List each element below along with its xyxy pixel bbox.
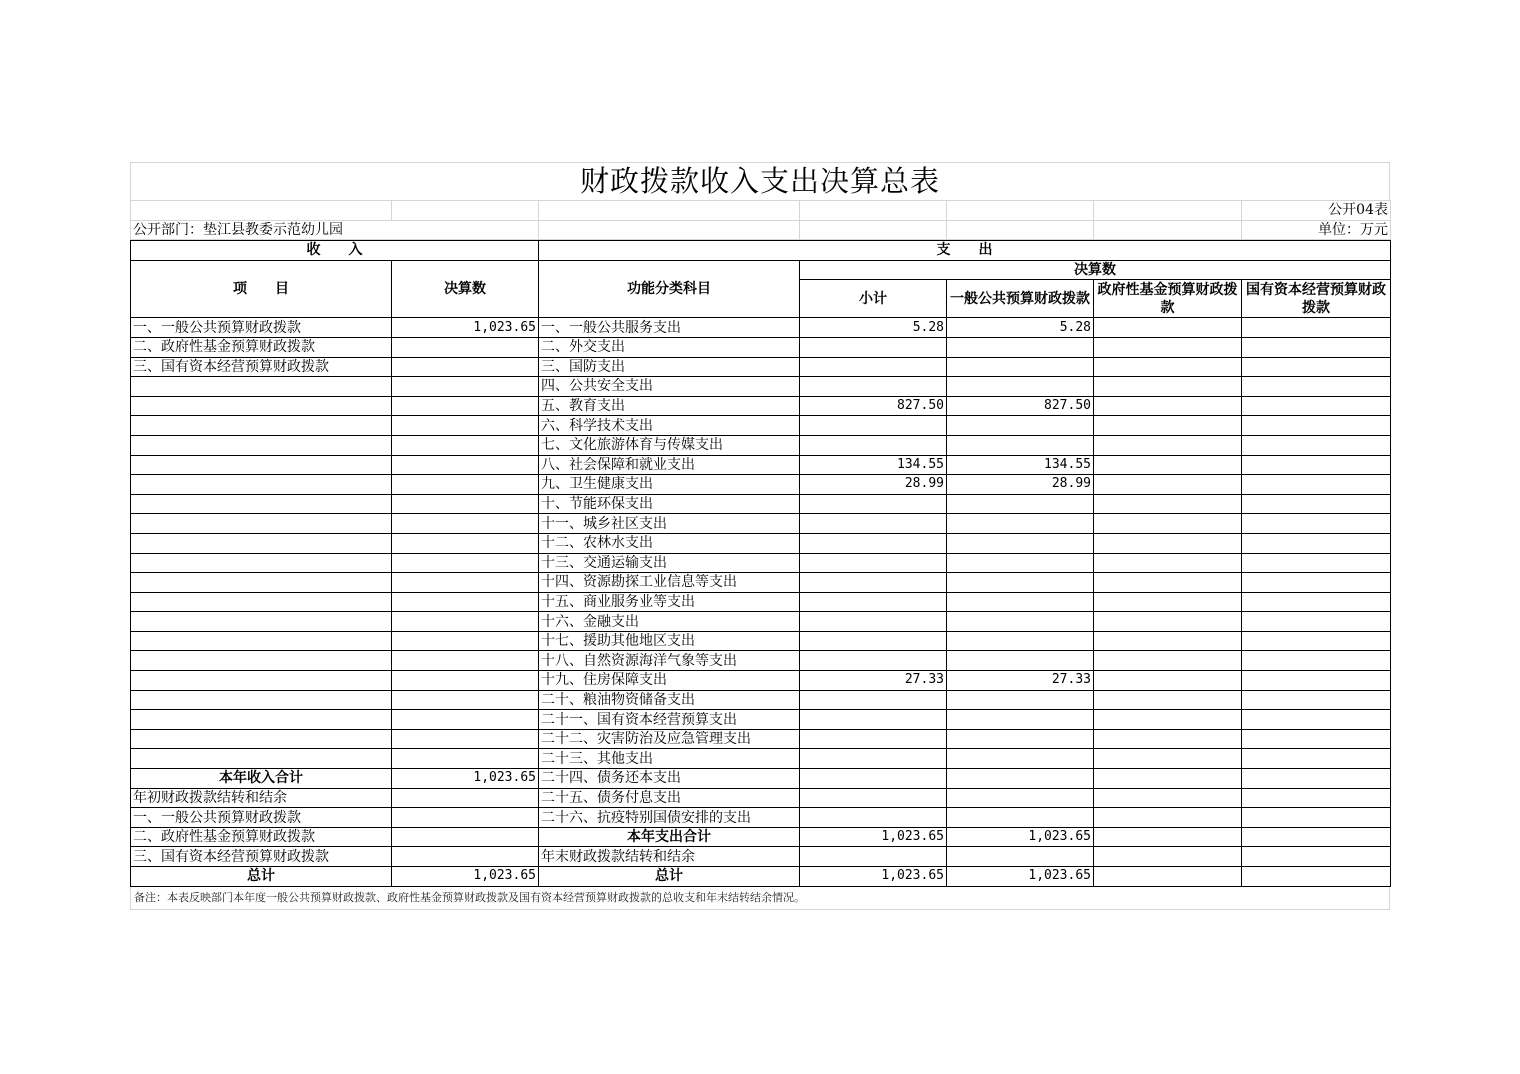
table-row — [131, 769, 1391, 789]
table-row — [131, 553, 1391, 573]
general-budget-cell — [947, 729, 1094, 749]
expense-item-cell: 十、节能环保支出 — [539, 494, 800, 514]
table-row — [131, 573, 1391, 593]
state-capital-cell — [1242, 396, 1391, 416]
subtotal-cell: 134.55 — [800, 455, 947, 475]
table-row — [131, 514, 1391, 534]
final-amount-header: 决算数 — [800, 260, 1391, 280]
gov-fund-cell — [1094, 318, 1242, 338]
gov-fund-cell — [1094, 749, 1242, 769]
expense-item-cell: 二十三、其他支出 — [539, 749, 800, 769]
general-budget-cell — [947, 710, 1094, 730]
table-row — [131, 475, 1391, 495]
income-item-cell — [131, 749, 392, 769]
gov-fund-cell — [1094, 710, 1242, 730]
general-budget-cell: 1,023.65 — [947, 827, 1094, 847]
income-item-cell — [131, 514, 392, 534]
general-budget-cell — [947, 416, 1094, 436]
state-capital-cell — [1242, 808, 1391, 828]
general-budget-cell — [947, 573, 1094, 593]
income-item-cell — [131, 612, 392, 632]
income-amount-cell: 1,023.65 — [392, 769, 539, 789]
income-amount-cell — [392, 475, 539, 495]
gov-fund-cell — [1094, 651, 1242, 671]
state-capital-cell — [1242, 455, 1391, 475]
general-budget-cell — [947, 533, 1094, 553]
income-amount-cell — [392, 357, 539, 377]
expense-item-cell: 三、国防支出 — [539, 357, 800, 377]
income-amount-cell — [392, 749, 539, 769]
gov-fund-header: 政府性基金预算财政拨款 — [1094, 280, 1242, 318]
unit-label: 单位：万元 — [1242, 220, 1391, 240]
income-item-cell — [131, 671, 392, 691]
gov-fund-cell — [1094, 553, 1242, 573]
expense-item-cell: 一、一般公共服务支出 — [539, 318, 800, 338]
department-label: 公开部门：垫江县教委示范幼儿园 — [131, 220, 539, 240]
expense-item-cell: 十二、农林水支出 — [539, 533, 800, 553]
expense-item-cell: 八、社会保障和就业支出 — [539, 455, 800, 475]
income-amount-cell: 1,023.65 — [392, 318, 539, 338]
income-amount-cell — [392, 494, 539, 514]
table-row — [131, 318, 1391, 338]
subtotal-cell — [800, 494, 947, 514]
state-capital-cell — [1242, 690, 1391, 710]
income-item-cell — [131, 494, 392, 514]
income-item-cell — [131, 416, 392, 436]
general-budget-cell — [947, 612, 1094, 632]
state-capital-cell — [1242, 318, 1391, 338]
general-budget-cell — [947, 435, 1094, 455]
income-item-cell: 三、国有资本经营预算财政拨款 — [131, 357, 392, 377]
expense-item-cell: 二十二、灾害防治及应急管理支出 — [539, 729, 800, 749]
income-amount-cell — [392, 808, 539, 828]
gov-fund-cell — [1094, 690, 1242, 710]
expense-item-cell: 二十四、债务还本支出 — [539, 769, 800, 789]
state-capital-cell — [1242, 827, 1391, 847]
subtotal-cell: 827.50 — [800, 396, 947, 416]
expense-item-cell: 十六、金融支出 — [539, 612, 800, 632]
subtotal-cell — [800, 533, 947, 553]
table-row — [131, 416, 1391, 436]
table-row — [131, 612, 1391, 632]
state-capital-cell — [1242, 435, 1391, 455]
table-row — [131, 396, 1391, 416]
general-budget-cell — [947, 651, 1094, 671]
spreadsheet — [130, 162, 1390, 910]
expense-item-cell: 十七、援助其他地区支出 — [539, 631, 800, 651]
income-amount-cell — [392, 592, 539, 612]
state-capital-cell — [1242, 533, 1391, 553]
footnote: 备注：本表反映部门本年度一般公共预算财政拨款、政府性基金预算财政拨款及国有资本经营预算财政拨款的总收支和年末结转结余情况。 — [130, 887, 1390, 910]
gov-fund-cell — [1094, 631, 1242, 651]
state-capital-cell — [1242, 651, 1391, 671]
table-row — [131, 533, 1391, 553]
report-title: 财政拨款收入支出决算总表 — [130, 162, 1390, 200]
state-capital-cell — [1242, 847, 1391, 867]
subtotal-cell — [800, 710, 947, 730]
gov-fund-cell — [1094, 475, 1242, 495]
table-row — [131, 788, 1391, 808]
gov-fund-cell — [1094, 808, 1242, 828]
income-item-cell — [131, 533, 392, 553]
income-amount-cell — [392, 671, 539, 691]
income-amount-cell — [392, 788, 539, 808]
meta-rows — [130, 200, 1391, 240]
budget-table — [130, 240, 1391, 886]
expense-item-cell: 十一、城乡社区支出 — [539, 514, 800, 534]
income-amount-cell — [392, 337, 539, 357]
general-budget-cell — [947, 690, 1094, 710]
income-amount-cell — [392, 377, 539, 397]
gov-fund-cell — [1094, 435, 1242, 455]
table-row — [131, 867, 1391, 887]
state-capital-cell — [1242, 729, 1391, 749]
amount-header: 决算数 — [392, 260, 539, 318]
income-item-cell — [131, 651, 392, 671]
table-row — [131, 435, 1391, 455]
general-budget-cell — [947, 357, 1094, 377]
expense-item-cell: 十五、商业服务业等支出 — [539, 592, 800, 612]
subtotal-cell — [800, 573, 947, 593]
general-budget-cell — [947, 494, 1094, 514]
state-capital-cell — [1242, 377, 1391, 397]
table-row — [131, 337, 1391, 357]
table-row — [131, 710, 1391, 730]
table-row — [131, 729, 1391, 749]
income-amount-cell: 1,023.65 — [392, 867, 539, 887]
state-capital-cell — [1242, 514, 1391, 534]
income-amount-cell — [392, 729, 539, 749]
income-item-cell — [131, 631, 392, 651]
income-item-cell: 二、政府性基金预算财政拨款 — [131, 337, 392, 357]
income-amount-cell — [392, 514, 539, 534]
general-budget-cell: 28.99 — [947, 475, 1094, 495]
gov-fund-cell — [1094, 729, 1242, 749]
income-amount-cell — [392, 396, 539, 416]
subtotal-cell — [800, 377, 947, 397]
expense-header: 支 出 — [539, 241, 1391, 261]
income-item-cell — [131, 729, 392, 749]
subtotal-cell — [800, 808, 947, 828]
subtotal-cell: 1,023.65 — [800, 867, 947, 887]
income-item-cell — [131, 553, 392, 573]
table-row — [131, 651, 1391, 671]
expense-item-cell: 总计 — [539, 867, 800, 887]
subtotal-cell: 27.33 — [800, 671, 947, 691]
form-code: 公开04表 — [1242, 201, 1391, 221]
table-row — [131, 749, 1391, 769]
general-budget-cell — [947, 377, 1094, 397]
general-budget-cell: 134.55 — [947, 455, 1094, 475]
table-row — [131, 357, 1391, 377]
income-item-cell — [131, 377, 392, 397]
general-budget-cell — [947, 769, 1094, 789]
expense-item-cell: 六、科学技术支出 — [539, 416, 800, 436]
income-amount-cell — [392, 631, 539, 651]
table-row — [131, 847, 1391, 867]
function-class-header: 功能分类科目 — [539, 260, 800, 318]
state-capital-cell — [1242, 416, 1391, 436]
income-item-cell: 本年收入合计 — [131, 769, 392, 789]
income-item-cell: 一、一般公共预算财政拨款 — [131, 808, 392, 828]
income-amount-cell — [392, 416, 539, 436]
state-capital-cell — [1242, 337, 1391, 357]
gov-fund-cell — [1094, 396, 1242, 416]
table-row — [131, 631, 1391, 651]
subtotal-cell — [800, 651, 947, 671]
expense-item-cell: 二、外交支出 — [539, 337, 800, 357]
gov-fund-cell — [1094, 827, 1242, 847]
table-row — [131, 808, 1391, 828]
expense-item-cell: 年末财政拨款结转和结余 — [539, 847, 800, 867]
income-item-cell — [131, 455, 392, 475]
gov-fund-cell — [1094, 612, 1242, 632]
state-capital-cell — [1242, 612, 1391, 632]
state-capital-cell — [1242, 475, 1391, 495]
expense-item-cell: 二十六、抗疫特别国债安排的支出 — [539, 808, 800, 828]
income-item-cell — [131, 592, 392, 612]
income-item-cell: 年初财政拨款结转和结余 — [131, 788, 392, 808]
income-item-cell — [131, 396, 392, 416]
subtotal-cell — [800, 357, 947, 377]
expense-item-cell: 二十一、国有资本经营预算支出 — [539, 710, 800, 730]
subtotal-cell: 1,023.65 — [800, 827, 947, 847]
state-capital-cell — [1242, 867, 1391, 887]
subtotal-header: 小计 — [800, 280, 947, 318]
income-amount-cell — [392, 553, 539, 573]
general-budget-cell — [947, 808, 1094, 828]
gov-fund-cell — [1094, 337, 1242, 357]
subtotal-cell — [800, 416, 947, 436]
table-row — [131, 671, 1391, 691]
state-capital-cell — [1242, 671, 1391, 691]
income-amount-cell — [392, 612, 539, 632]
state-capital-cell — [1242, 573, 1391, 593]
income-item-cell: 一、一般公共预算财政拨款 — [131, 318, 392, 338]
income-amount-cell — [392, 455, 539, 475]
state-capital-cell — [1242, 631, 1391, 651]
general-budget-cell — [947, 631, 1094, 651]
income-amount-cell — [392, 435, 539, 455]
item-header: 项 目 — [131, 260, 392, 318]
table-row — [131, 377, 1391, 397]
expense-item-cell: 九、卫生健康支出 — [539, 475, 800, 495]
subtotal-cell — [800, 553, 947, 573]
income-amount-cell — [392, 690, 539, 710]
gov-fund-cell — [1094, 377, 1242, 397]
general-budget-cell: 5.28 — [947, 318, 1094, 338]
subtotal-cell: 5.28 — [800, 318, 947, 338]
expense-item-cell: 十八、自然资源海洋气象等支出 — [539, 651, 800, 671]
income-item-cell — [131, 573, 392, 593]
general-budget-cell — [947, 553, 1094, 573]
general-budget-cell — [947, 749, 1094, 769]
gov-fund-cell — [1094, 592, 1242, 612]
state-capital-cell — [1242, 553, 1391, 573]
gov-fund-cell — [1094, 514, 1242, 534]
general-budget-cell — [947, 592, 1094, 612]
subtotal-cell: 28.99 — [800, 475, 947, 495]
income-amount-cell — [392, 847, 539, 867]
state-capital-cell — [1242, 494, 1391, 514]
general-budget-cell — [947, 847, 1094, 867]
subtotal-cell — [800, 631, 947, 651]
subtotal-cell — [800, 847, 947, 867]
table-row — [131, 592, 1391, 612]
general-budget-cell — [947, 514, 1094, 534]
subtotal-cell — [800, 592, 947, 612]
expense-item-cell: 本年支出合计 — [539, 827, 800, 847]
income-item-cell — [131, 475, 392, 495]
expense-item-cell: 十四、资源勘探工业信息等支出 — [539, 573, 800, 593]
table-body — [131, 318, 1391, 886]
state-capital-cell — [1242, 769, 1391, 789]
state-capital-header: 国有资本经营预算财政拨款 — [1242, 280, 1391, 318]
subtotal-cell — [800, 612, 947, 632]
expense-item-cell: 二十五、债务付息支出 — [539, 788, 800, 808]
income-amount-cell — [392, 651, 539, 671]
gov-fund-cell — [1094, 671, 1242, 691]
income-item-cell: 二、政府性基金预算财政拨款 — [131, 827, 392, 847]
income-amount-cell — [392, 573, 539, 593]
gov-fund-cell — [1094, 455, 1242, 475]
income-amount-cell — [392, 533, 539, 553]
general-budget-cell: 827.50 — [947, 396, 1094, 416]
table-row — [131, 494, 1391, 514]
general-budget-cell — [947, 337, 1094, 357]
state-capital-cell — [1242, 710, 1391, 730]
subtotal-cell — [800, 435, 947, 455]
gov-fund-cell — [1094, 533, 1242, 553]
expense-item-cell: 五、教育支出 — [539, 396, 800, 416]
gov-fund-cell — [1094, 494, 1242, 514]
general-budget-cell — [947, 788, 1094, 808]
subtotal-cell — [800, 514, 947, 534]
subtotal-cell — [800, 749, 947, 769]
income-item-cell — [131, 435, 392, 455]
gov-fund-cell — [1094, 769, 1242, 789]
expense-item-cell: 四、公共安全支出 — [539, 377, 800, 397]
gov-fund-cell — [1094, 788, 1242, 808]
income-item-cell — [131, 690, 392, 710]
expense-item-cell: 七、文化旅游体育与传媒支出 — [539, 435, 800, 455]
general-budget-header: 一般公共预算财政拨款 — [947, 280, 1094, 318]
general-budget-cell: 27.33 — [947, 671, 1094, 691]
income-item-cell — [131, 710, 392, 730]
subtotal-cell — [800, 769, 947, 789]
gov-fund-cell — [1094, 573, 1242, 593]
subtotal-cell — [800, 337, 947, 357]
state-capital-cell — [1242, 788, 1391, 808]
table-row — [131, 827, 1391, 847]
income-item-cell: 三、国有资本经营预算财政拨款 — [131, 847, 392, 867]
gov-fund-cell — [1094, 357, 1242, 377]
table-row — [131, 455, 1391, 475]
subtotal-cell — [800, 788, 947, 808]
income-item-cell: 总计 — [131, 867, 392, 887]
state-capital-cell — [1242, 592, 1391, 612]
income-header: 收 入 — [131, 241, 539, 261]
income-amount-cell — [392, 710, 539, 730]
state-capital-cell — [1242, 357, 1391, 377]
subtotal-cell — [800, 690, 947, 710]
state-capital-cell — [1242, 749, 1391, 769]
gov-fund-cell — [1094, 847, 1242, 867]
income-amount-cell — [392, 827, 539, 847]
gov-fund-cell — [1094, 867, 1242, 887]
expense-item-cell: 十九、住房保障支出 — [539, 671, 800, 691]
expense-item-cell: 二十、粮油物资储备支出 — [539, 690, 800, 710]
general-budget-cell: 1,023.65 — [947, 867, 1094, 887]
subtotal-cell — [800, 729, 947, 749]
table-row — [131, 690, 1391, 710]
expense-item-cell: 十三、交通运输支出 — [539, 553, 800, 573]
gov-fund-cell — [1094, 416, 1242, 436]
